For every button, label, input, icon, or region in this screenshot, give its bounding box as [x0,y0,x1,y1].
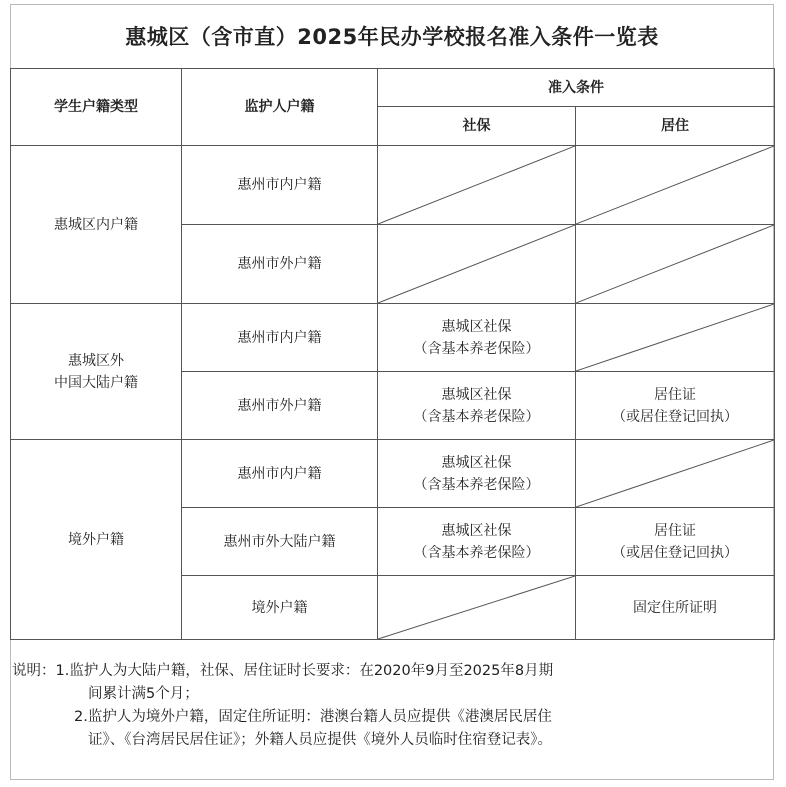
social-security-line2: （含基本养老保险） [413,340,540,357]
guardian-cell: 惠州市内户籍 [182,304,378,372]
header-conditions: 准入条件 [378,69,775,107]
empty-cell-diagonal [378,225,576,304]
residence-cell [576,372,775,440]
student-type-cell: 境外户籍 [11,440,182,640]
guardian-cell: 惠州市内户籍 [182,146,378,225]
header-residence: 居住 [576,107,775,146]
table-row [11,440,775,508]
empty-cell-diagonal [576,440,775,508]
note-item-2: 2.监护人为境外户籍，固定住所证明：港澳台籍人员应提供《港澳居民居住 [74,709,552,725]
note-item-1-cont: 间累计满5个月； [88,686,199,702]
note-text: 1.监护人为大陆户籍，社保、居住证时长要求：在2020年9月至2025年8月期 [55,663,554,679]
admission-table [10,68,775,640]
header-student-type: 学生户籍类型 [11,69,182,146]
guardian-cell: 惠州市外大陆户籍 [182,508,378,576]
student-type-line1: 惠城区外 [68,352,124,369]
note-item-1 [12,660,772,683]
residence-cell: 固定住所证明 [576,576,775,640]
empty-cell-diagonal [576,146,775,225]
table-row [11,146,775,225]
note-item-2-cont: 证》、《台湾居民居住证》；外籍人员应提供《境外人员临时住宿登记表》。 [88,732,552,748]
residence-cell [576,508,775,576]
social-security-cell [378,304,576,372]
guardian-cell: 惠州市外户籍 [182,372,378,440]
header-row-1 [11,69,775,107]
social-security-line2: （含基本养老保险） [413,476,540,493]
social-security-line1: 惠城区社保 [441,386,512,403]
student-type-cell [11,304,182,440]
social-security-cell [378,440,576,508]
residence-line1: 居住证 [654,522,696,539]
social-security-line2: （含基本养老保险） [413,408,540,425]
guardian-cell: 惠州市内户籍 [182,440,378,508]
student-type-line2: 中国大陆户籍 [54,374,138,391]
social-security-line1: 惠城区社保 [441,454,512,471]
social-security-line1: 惠城区社保 [441,318,512,335]
header-guardian: 监护人户籍 [182,69,378,146]
notes-label: 说明： [12,663,56,679]
header-social-security: 社保 [378,107,576,146]
empty-cell-diagonal [576,304,775,372]
guardian-cell: 境外户籍 [182,576,378,640]
notes-section [12,660,772,752]
residence-line2: （或居住登记回执） [612,544,738,561]
guardian-cell: 惠州市外户籍 [182,225,378,304]
residence-line2: （或居住登记回执） [612,408,738,425]
social-security-cell [378,508,576,576]
page-title: 惠城区（含市直）2025年民办学校报名准入条件一览表 [125,25,659,49]
residence-line1: 居住证 [654,386,696,403]
student-type-cell: 惠城区内户籍 [11,146,182,304]
table-row [11,304,775,372]
empty-cell-diagonal [378,146,576,225]
social-security-line2: （含基本养老保险） [413,544,540,561]
social-security-cell [378,372,576,440]
empty-cell-diagonal [378,576,576,640]
empty-cell-diagonal [576,225,775,304]
social-security-line1: 惠城区社保 [441,522,512,539]
